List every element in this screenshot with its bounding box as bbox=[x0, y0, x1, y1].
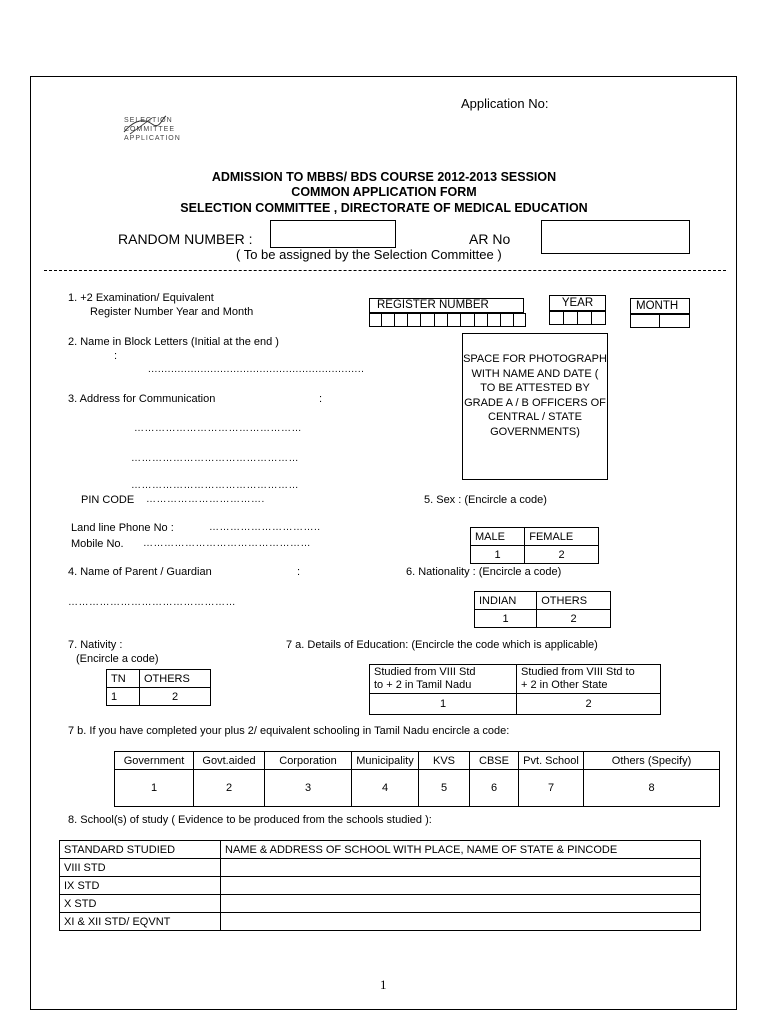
education-table bbox=[369, 664, 661, 715]
q7b-label: 7 b. If you have completed your plus 2/ equivalent schooling in Tamil Nadu encircle a code: bbox=[68, 725, 510, 737]
school-type-code-5[interactable]: 5 bbox=[419, 770, 470, 807]
nativity-option-others: OTHERS bbox=[140, 670, 211, 688]
name-input-line[interactable]: .................................................................. bbox=[148, 364, 365, 375]
school-type-table bbox=[114, 751, 720, 807]
standard-ix: IX STD bbox=[60, 877, 221, 895]
education-option-tamil-nadu: Studied from VIII Std to + 2 in Tamil Nadu bbox=[370, 665, 517, 694]
register-number-cells[interactable] bbox=[369, 313, 526, 327]
q1-label: 1. +2 Examination/ Equivalent bbox=[68, 292, 214, 304]
logo-signature-icon bbox=[122, 114, 170, 138]
pin-code-line[interactable]: ……………………………. bbox=[146, 494, 265, 505]
pin-code-label: PIN CODE bbox=[81, 494, 135, 506]
school-type-corporation: Corporation bbox=[265, 752, 352, 770]
school-type-others: Others (Specify) bbox=[584, 752, 720, 770]
year-cells[interactable] bbox=[549, 311, 606, 325]
landline-line[interactable]: ………………………….. bbox=[209, 522, 321, 533]
q2-label: 2. Name in Block Letters (Initial at the end ) bbox=[68, 336, 279, 348]
address-line-2[interactable]: ………………………………………… bbox=[131, 453, 299, 464]
school-type-kvs: KVS bbox=[419, 752, 470, 770]
page-number: 1 bbox=[380, 977, 387, 992]
school-type-code-1[interactable]: 1 bbox=[115, 770, 194, 807]
nationality-option-others: OTHERS bbox=[537, 592, 611, 610]
sex-option-female: FEMALE bbox=[525, 528, 599, 546]
sex-code-2[interactable]: 2 bbox=[525, 546, 599, 564]
mobile-label: Mobile No. bbox=[71, 538, 124, 550]
ar-no-label: AR No bbox=[469, 231, 511, 247]
register-number-header: REGISTER NUMBER bbox=[369, 298, 524, 313]
sex-option-male: MALE bbox=[471, 528, 525, 546]
school-type-government: Government bbox=[115, 752, 194, 770]
month-cells[interactable] bbox=[630, 314, 690, 328]
dashed-divider bbox=[44, 270, 726, 271]
school-type-municipality: Municipality bbox=[352, 752, 419, 770]
standard-xi-xii: XI & XII STD/ EQVNT bbox=[60, 913, 221, 931]
standard-x: X STD bbox=[60, 895, 221, 913]
school-type-code-4[interactable]: 4 bbox=[352, 770, 419, 807]
ar-no-field[interactable] bbox=[541, 220, 690, 254]
school-type-pvt-school: Pvt. School bbox=[519, 752, 584, 770]
school-type-code-3[interactable]: 3 bbox=[265, 770, 352, 807]
q6-label: 6. Nationality : (Encircle a code) bbox=[406, 566, 562, 578]
q1-sub-label: Register Number Year and Month bbox=[90, 306, 254, 318]
random-number-label: RANDOM NUMBER : bbox=[118, 231, 253, 247]
q7-label: 7. Nativity : bbox=[68, 639, 123, 651]
table-row bbox=[60, 913, 701, 931]
selection-committee-logo: SELECTION COMMITTEE APPLICATION bbox=[124, 116, 181, 143]
random-number-field[interactable] bbox=[270, 220, 396, 248]
year-header: YEAR bbox=[549, 295, 606, 311]
school-type-govt-aided: Govt.aided bbox=[194, 752, 265, 770]
school-history-col-name-address: NAME & ADDRESS OF SCHOOL WITH PLACE, NAME OF STATE & PINCODE bbox=[221, 841, 701, 859]
photo-space[interactable]: SPACE FOR PHOTOGRAPH WITH NAME AND DATE ( TO BE ATTESTED BY GRADE A / B OFFICERS OF CENTRAL / STATE GOVERNMENTS) bbox=[462, 333, 608, 480]
q7a-label: 7 a. Details of Education: (Encircle the code which is applicable) bbox=[286, 639, 598, 651]
nationality-code-1[interactable]: 1 bbox=[475, 610, 537, 628]
q4-label: 4. Name of Parent / Guardian bbox=[68, 566, 212, 578]
parent-name-line[interactable]: ………………………………………… bbox=[68, 597, 236, 608]
education-code-1[interactable]: 1 bbox=[370, 694, 517, 715]
nationality-table bbox=[474, 591, 611, 628]
school-type-code-6[interactable]: 6 bbox=[470, 770, 519, 807]
mobile-line[interactable]: ………………………………………… bbox=[143, 538, 311, 549]
q7-sub-label: (Encircle a code) bbox=[76, 653, 159, 665]
education-code-2[interactable]: 2 bbox=[517, 694, 661, 715]
school-type-code-7[interactable]: 7 bbox=[519, 770, 584, 807]
school-viii-field[interactable] bbox=[221, 859, 701, 877]
nativity-table bbox=[106, 669, 211, 706]
nativity-option-tn: TN bbox=[107, 670, 140, 688]
q2-colon: : bbox=[114, 350, 118, 362]
q3-colon: : bbox=[319, 393, 323, 405]
school-xi-xii-field[interactable] bbox=[221, 913, 701, 931]
table-row bbox=[60, 895, 701, 913]
q5-label: 5. Sex : (Encircle a code) bbox=[424, 494, 547, 506]
q3-label: 3. Address for Communication bbox=[68, 393, 216, 405]
assign-note: ( To be assigned by the Selection Committee ) bbox=[236, 247, 502, 262]
month-header: MONTH bbox=[630, 298, 690, 314]
nativity-code-1[interactable]: 1 bbox=[107, 688, 140, 706]
school-type-code-2[interactable]: 2 bbox=[194, 770, 265, 807]
nationality-code-2[interactable]: 2 bbox=[537, 610, 611, 628]
form-title-3: SELECTION COMMITTEE , DIRECTORATE OF MEDICAL EDUCATION bbox=[180, 201, 588, 215]
school-history-table bbox=[59, 840, 701, 931]
form-title-1: ADMISSION TO MBBS/ BDS COURSE 2012-2013 SESSION bbox=[211, 170, 557, 184]
q4-colon: : bbox=[297, 566, 301, 578]
standard-viii: VIII STD bbox=[60, 859, 221, 877]
table-row bbox=[60, 877, 701, 895]
school-type-code-8[interactable]: 8 bbox=[584, 770, 720, 807]
school-x-field[interactable] bbox=[221, 895, 701, 913]
school-ix-field[interactable] bbox=[221, 877, 701, 895]
form-title-2: COMMON APPLICATION FORM bbox=[291, 185, 477, 199]
table-row bbox=[60, 859, 701, 877]
application-no-label: Application No: bbox=[461, 96, 549, 111]
school-history-col-standard: STANDARD STUDIED bbox=[60, 841, 221, 859]
nationality-option-indian: INDIAN bbox=[475, 592, 537, 610]
landline-label: Land line Phone No : bbox=[71, 522, 174, 534]
address-line-1[interactable]: ………………………………………… bbox=[134, 423, 302, 434]
address-line-3[interactable]: ………………………………………… bbox=[131, 480, 299, 491]
nativity-code-2[interactable]: 2 bbox=[140, 688, 211, 706]
sex-table bbox=[470, 527, 599, 564]
school-type-cbse: CBSE bbox=[470, 752, 519, 770]
q8-label: 8. School(s) of study ( Evidence to be produced from the schools studied ): bbox=[68, 814, 432, 826]
sex-code-1[interactable]: 1 bbox=[471, 546, 525, 564]
education-option-other-state: Studied from VIII Std to + 2 in Other State bbox=[517, 665, 661, 694]
